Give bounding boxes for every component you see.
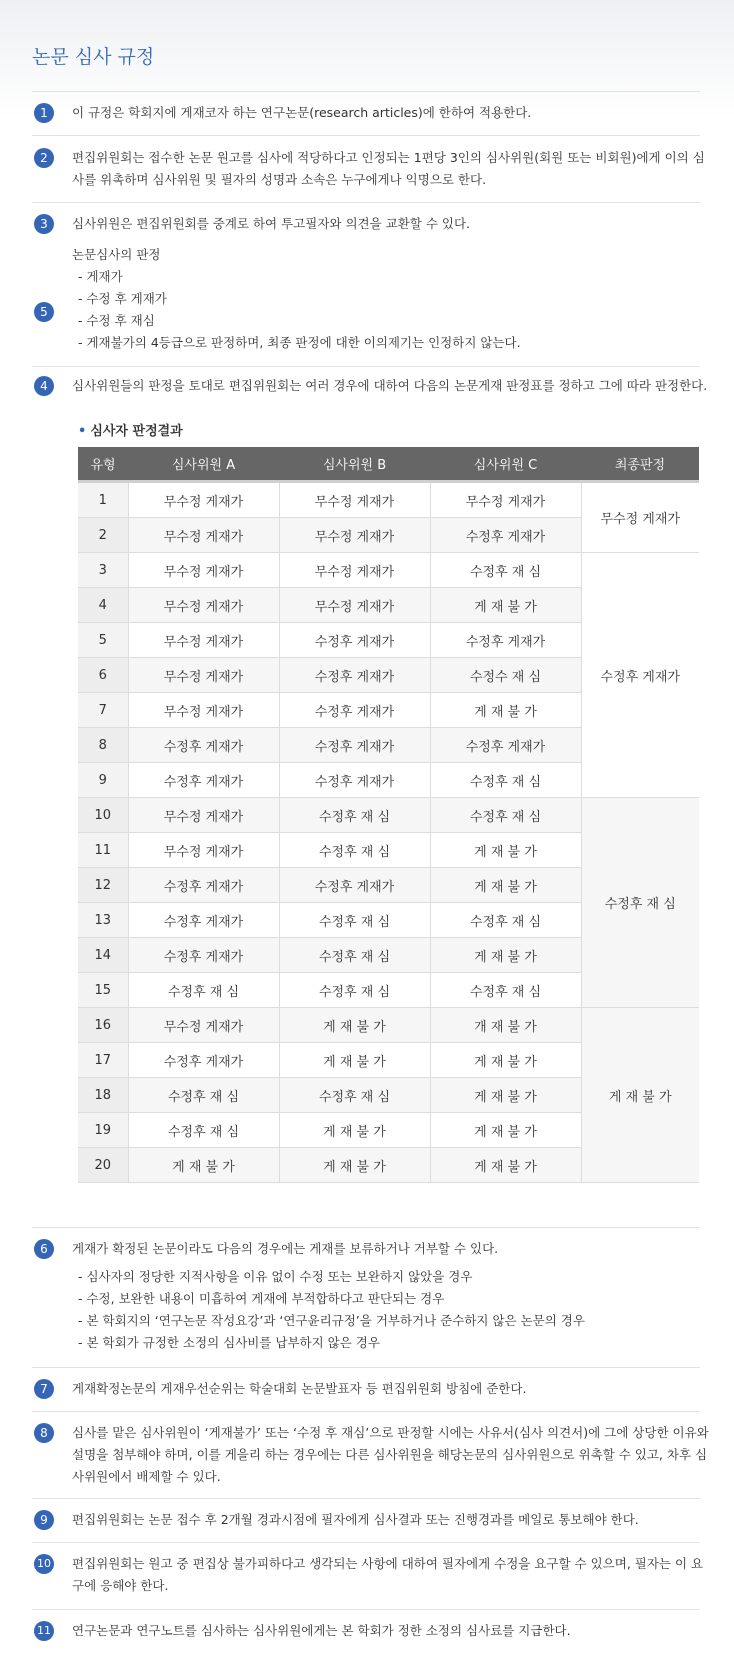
reviewer-cell: 수정후 재 심 xyxy=(430,903,581,938)
reviewer-cell: 수정후 재 심 xyxy=(430,763,581,798)
type-cell: 8 xyxy=(78,728,128,763)
reviewer-cell: 수정후 재 심 xyxy=(128,1113,279,1148)
reviewer-cell: 게 재 불 가 xyxy=(128,1148,279,1183)
divider xyxy=(32,91,700,92)
reviewer-cell: 무수정 게재가 xyxy=(128,623,279,658)
reviewer-cell: 무수정 게재가 xyxy=(128,482,279,518)
divider xyxy=(32,1227,700,1228)
condition-line: - 심사자의 정당한 지적사항을 이유 없이 수정 또는 보완하지 않았을 경우 xyxy=(78,1269,473,1284)
reviewer-cell: 무수정 게재가 xyxy=(279,518,430,553)
judgement-table xyxy=(78,447,699,1183)
type-cell: 11 xyxy=(78,833,128,868)
reviewer-cell: 수정후 재 심 xyxy=(279,1078,430,1113)
reviewer-cell: 수정후 재 심 xyxy=(128,1078,279,1113)
column-header: 심사위원 C xyxy=(430,447,581,482)
reviewer-cell: 무수정 게재가 xyxy=(128,1008,279,1043)
judgement-level: - 게재불가의 4등급으로 판정하며, 최종 판정에 대한 이의제기는 인정하지 않는다. xyxy=(78,335,521,350)
divider xyxy=(32,1542,700,1543)
reviewer-cell: 게 재 불 가 xyxy=(279,1148,430,1183)
final-judgement-cell: 게 재 불 가 xyxy=(581,1008,699,1183)
judgement-heading: 논문심사의 판정 xyxy=(72,247,161,262)
type-cell: 19 xyxy=(78,1113,128,1148)
reviewer-cell: 게 재 불 가 xyxy=(430,588,581,623)
divider xyxy=(32,202,700,203)
table-row xyxy=(78,798,699,833)
rule-text: 게재확정논문의 게재우선순위는 학술대회 논문발표자 등 편집위원회 방침에 준한다. xyxy=(72,1381,527,1396)
divider xyxy=(32,135,700,136)
type-cell: 5 xyxy=(78,623,128,658)
reviewer-cell: 무수정 게재가 xyxy=(279,588,430,623)
reviewer-cell: 게 재 불 가 xyxy=(430,1043,581,1078)
type-cell: 9 xyxy=(78,763,128,798)
type-cell: 18 xyxy=(78,1078,128,1113)
number-badge: 7 xyxy=(34,1379,54,1399)
bullet-icon: • xyxy=(78,424,87,439)
rule-text-main: 게재가 확정된 논문이라도 다음의 경우에는 게재를 보류하거나 거부할 수 있다. xyxy=(72,1241,499,1256)
rule-text: 심사위원은 편집위원회를 중계로 하여 투고필자와 의견을 교환할 수 있다. xyxy=(72,216,471,231)
reviewer-cell: 개 재 불 가 xyxy=(430,1008,581,1043)
column-header: 심사위원 B xyxy=(279,447,430,482)
final-judgement-cell: 무수정 게재가 xyxy=(581,482,699,553)
reviewer-cell: 수정후 게재가 xyxy=(279,868,430,903)
reviewer-cell: 수정후 재 심 xyxy=(279,973,430,1008)
type-cell: 13 xyxy=(78,903,128,938)
type-cell: 15 xyxy=(78,973,128,1008)
reviewer-cell: 수정후 게재가 xyxy=(430,728,581,763)
reviewer-cell: 수정후 게재가 xyxy=(430,518,581,553)
column-header: 심사위원 A xyxy=(128,447,279,482)
number-badge: 1 xyxy=(34,103,54,123)
reviewer-cell: 수정후 재 심 xyxy=(430,553,581,588)
type-cell: 17 xyxy=(78,1043,128,1078)
type-cell: 2 xyxy=(78,518,128,553)
type-cell: 20 xyxy=(78,1148,128,1183)
reviewer-cell: 수정후 재 심 xyxy=(279,798,430,833)
reviewer-cell: 게 재 불 가 xyxy=(279,1113,430,1148)
reviewer-cell: 게 재 불 가 xyxy=(430,1113,581,1148)
table-row xyxy=(78,482,699,518)
reviewer-cell: 수정후 게재가 xyxy=(128,763,279,798)
reviewer-cell: 무수정 게재가 xyxy=(430,482,581,518)
column-header: 최종판정 xyxy=(581,447,699,482)
reviewer-cell: 무수정 게재가 xyxy=(128,658,279,693)
table-header-row xyxy=(78,447,699,482)
reviewer-cell: 수정수 재 심 xyxy=(430,658,581,693)
type-cell: 16 xyxy=(78,1008,128,1043)
condition-line: - 본 학회지의 ‘연구논문 작성요강’과 ‘연구윤리규정’을 거부하거나 준수하지 않은 논문의 경우 xyxy=(78,1313,585,1328)
number-badge: 4 xyxy=(34,376,54,396)
reviewer-cell: 수정후 재 심 xyxy=(430,973,581,1008)
judgement-level: - 게재가 xyxy=(78,269,123,284)
reviewer-cell: 게 재 불 가 xyxy=(279,1008,430,1043)
final-judgement-cell: 수정후 게재가 xyxy=(581,553,699,798)
reviewer-cell: 수정후 게재가 xyxy=(279,693,430,728)
reviewer-cell: 수정후 게재가 xyxy=(279,658,430,693)
table-caption xyxy=(78,420,183,439)
judgement-level: - 수정 후 게재가 xyxy=(78,291,167,306)
reviewer-cell: 수정후 게재가 xyxy=(279,623,430,658)
reviewer-cell: 게 재 불 가 xyxy=(430,1078,581,1113)
type-cell: 6 xyxy=(78,658,128,693)
rule-text: 편집위원회는 접수한 논문 원고를 심사에 적당하다고 인정되는 1편당 3인의 심사위원(회원 또는 비회원)에게 이의 심사를 위촉하며 심사위원 및 필자의 성명과 소속은 누구에게나 익명으로 한다. xyxy=(72,150,705,187)
number-badge: 11 xyxy=(34,1621,54,1641)
reviewer-cell: 게 재 불 가 xyxy=(430,833,581,868)
reviewer-cell: 무수정 게재가 xyxy=(128,588,279,623)
reviewer-cell: 무수정 게재가 xyxy=(128,693,279,728)
rule-text xyxy=(72,244,712,354)
rule-text: 심사를 맡은 심사위원이 ‘게재불가’ 또는 ‘수정 후 재심’으로 판정할 시에는 사유서(심사 의견서)에 그에 상당한 이유와 설명을 첨부해야 하며, 이를 게을리 하는 경우에는 다른 심사위원을 해당논문의 심사위원으로 위촉할 수 있고, 차후 심사위원에서 배제할 수 있다. xyxy=(72,1425,709,1484)
reviewer-cell: 게 재 불 가 xyxy=(430,693,581,728)
reviewer-cell: 수정후 게재가 xyxy=(128,903,279,938)
divider xyxy=(32,366,700,367)
divider xyxy=(32,1498,700,1499)
rule-text: 편집위원회는 논문 접수 후 2개월 경과시점에 필자에게 심사결과 또는 진행경과를 메일로 통보해야 한다. xyxy=(72,1512,639,1527)
number-badge: 3 xyxy=(34,214,54,234)
reviewer-cell: 무수정 게재가 xyxy=(279,482,430,518)
rule-text: 심사위원들의 판정을 토대로 편집위원회는 여러 경우에 대하여 다음의 논문게재 판정표를 정하고 그에 따라 판정한다. xyxy=(72,378,708,393)
reviewer-cell: 게 재 불 가 xyxy=(430,868,581,903)
reviewer-cell: 무수정 게재가 xyxy=(128,798,279,833)
reviewer-cell: 수정후 게재가 xyxy=(128,868,279,903)
reviewer-cell: 무수정 게재가 xyxy=(128,518,279,553)
rule-text: 이 규정은 학회지에 게재코자 하는 연구논문(research articles)에 한하여 적용한다. xyxy=(72,105,532,120)
reviewer-cell: 수정후 게재가 xyxy=(279,763,430,798)
type-cell: 1 xyxy=(78,482,128,518)
number-badge: 10 xyxy=(34,1554,54,1574)
reviewer-cell: 게 재 불 가 xyxy=(430,1148,581,1183)
type-cell: 3 xyxy=(78,553,128,588)
table-caption-text: 심사자 판정결과 xyxy=(90,424,183,439)
number-badge: 6 xyxy=(34,1239,54,1259)
reviewer-cell: 무수정 게재가 xyxy=(128,553,279,588)
condition-line: - 수정, 보완한 내용이 미흡하여 게재에 부적합하다고 판단되는 경우 xyxy=(78,1291,445,1306)
column-header: 유형 xyxy=(78,447,128,482)
final-judgement-cell: 수정후 재 심 xyxy=(581,798,699,1008)
reviewer-cell: 수정후 게재가 xyxy=(279,728,430,763)
reviewer-cell: 수정후 게재가 xyxy=(128,1043,279,1078)
divider xyxy=(32,1367,700,1368)
number-badge: 2 xyxy=(34,148,54,168)
number-badge: 5 xyxy=(34,302,54,322)
reviewer-cell: 수정후 게재가 xyxy=(430,623,581,658)
type-cell: 4 xyxy=(78,588,128,623)
reviewer-cell: 수정후 재 심 xyxy=(128,973,279,1008)
page-title: 논문 심사 규정 xyxy=(32,46,155,68)
reviewer-cell: 수정후 재 심 xyxy=(279,938,430,973)
number-badge: 9 xyxy=(34,1510,54,1530)
reviewer-cell: 수정후 게재가 xyxy=(128,938,279,973)
rule-text: 편집위원회는 원고 중 편집상 불가피하다고 생각되는 사항에 대하여 필자에게 수정을 요구할 수 있으며, 필자는 이 요구에 응해야 한다. xyxy=(72,1556,704,1593)
reviewer-cell: 게 재 불 가 xyxy=(430,938,581,973)
table-row xyxy=(78,1008,699,1043)
condition-line: - 본 학회가 규정한 소정의 심사비를 납부하지 않은 경우 xyxy=(78,1335,380,1350)
type-cell: 14 xyxy=(78,938,128,973)
reviewer-cell: 수정후 게재가 xyxy=(128,728,279,763)
number-badge: 8 xyxy=(34,1423,54,1443)
reviewer-cell: 무수정 게재가 xyxy=(128,833,279,868)
reviewer-cell: 수정후 재 심 xyxy=(279,833,430,868)
rule-text: 연구논문과 연구노트를 심사하는 심사위원에게는 본 학회가 정한 소정의 심사료를 지급한다. xyxy=(72,1623,571,1638)
judgement-level: - 수정 후 재심 xyxy=(78,313,155,328)
type-cell: 12 xyxy=(78,868,128,903)
divider xyxy=(32,1609,700,1610)
reviewer-cell: 무수정 게재가 xyxy=(279,553,430,588)
reviewer-cell: 수정후 재 심 xyxy=(279,903,430,938)
reviewer-cell: 게 재 불 가 xyxy=(279,1043,430,1078)
rule-text xyxy=(72,1238,712,1354)
divider xyxy=(32,1411,700,1412)
table-row xyxy=(78,553,699,588)
reviewer-cell: 수정후 재 심 xyxy=(430,798,581,833)
type-cell: 10 xyxy=(78,798,128,833)
type-cell: 7 xyxy=(78,693,128,728)
